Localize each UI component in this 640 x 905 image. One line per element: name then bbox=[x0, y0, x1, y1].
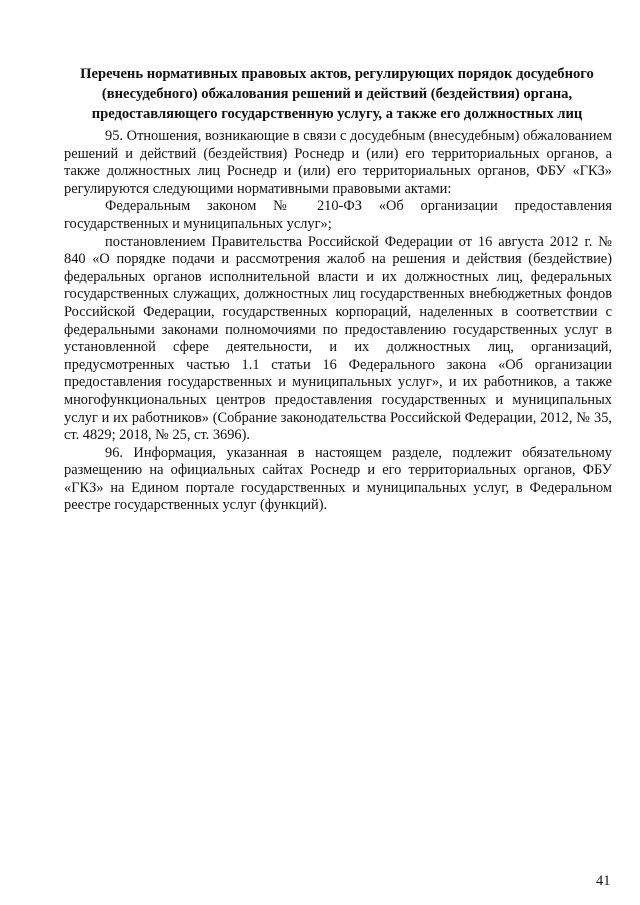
title-line: (внесудебного) обжалования решений и действий (бездействия) органа, bbox=[101, 86, 573, 102]
document-title bbox=[60, 64, 614, 124]
title-line: Перечень нормативных правовых актов, регулирующих порядок досудебного bbox=[80, 66, 594, 82]
document-body bbox=[64, 128, 612, 515]
paragraph-95: 95. Отношения, возникающие в связи с досудебным (внесудебным) обжалованием решений и действий (бездействия) Роснедр и (или) его территориальных органов, а также должностных лиц Роснедр и (или) его территориальных органов, ФБУ «ГКЗ» регулируются следующими нормативными правовыми актами: bbox=[64, 128, 612, 197]
title-line: предоставляющего государственную услугу, а также его должностных лиц bbox=[91, 106, 583, 122]
page-number: 41 bbox=[596, 873, 611, 889]
paragraph-96: 96. Информация, указанная в настоящем разделе, подлежит обязательному размещению на официальных сайтах Роснедр и его территориальных органов, ФБУ «ГКЗ» на Едином портале государственных и муниципальных услуг, в Федеральном реестре государственных услуг (функций). bbox=[64, 444, 612, 514]
paragraph-government-resolution: постановлением Правительства Российской Федерации от 16 августа 2012 г. № 840 «О порядке подачи и рассмотрения жалоб на решения и действия (бездействие) федеральных органов исполнительной власти и их должностных лиц, федеральных государственных служащих, должностных лиц государственных внебюджетных фондов Российской Федерации, государственных корпораций, наделенных в соответствии с федеральными законами полномочиями по предоставлению государственных услуг в установленной сфере деятельности, и их должностных лиц, организаций, предусмотренных частью 1.1 статьи 16 Федерального закона «Об организации предоставления государственных и муниципальных услуг», и их работников, а также многофункциональных центров предоставления государственных и муниципальных услуг и их работников» (Собрание законодательства Российской Федерации, 2012, № 35, ст. 4829; 2018, № 25, ст. 3696). bbox=[64, 233, 612, 444]
paragraph-federal-law: Федеральным законом № 210-ФЗ «Об организации предоставления государственных и муниципальных услуг»; bbox=[64, 198, 612, 232]
